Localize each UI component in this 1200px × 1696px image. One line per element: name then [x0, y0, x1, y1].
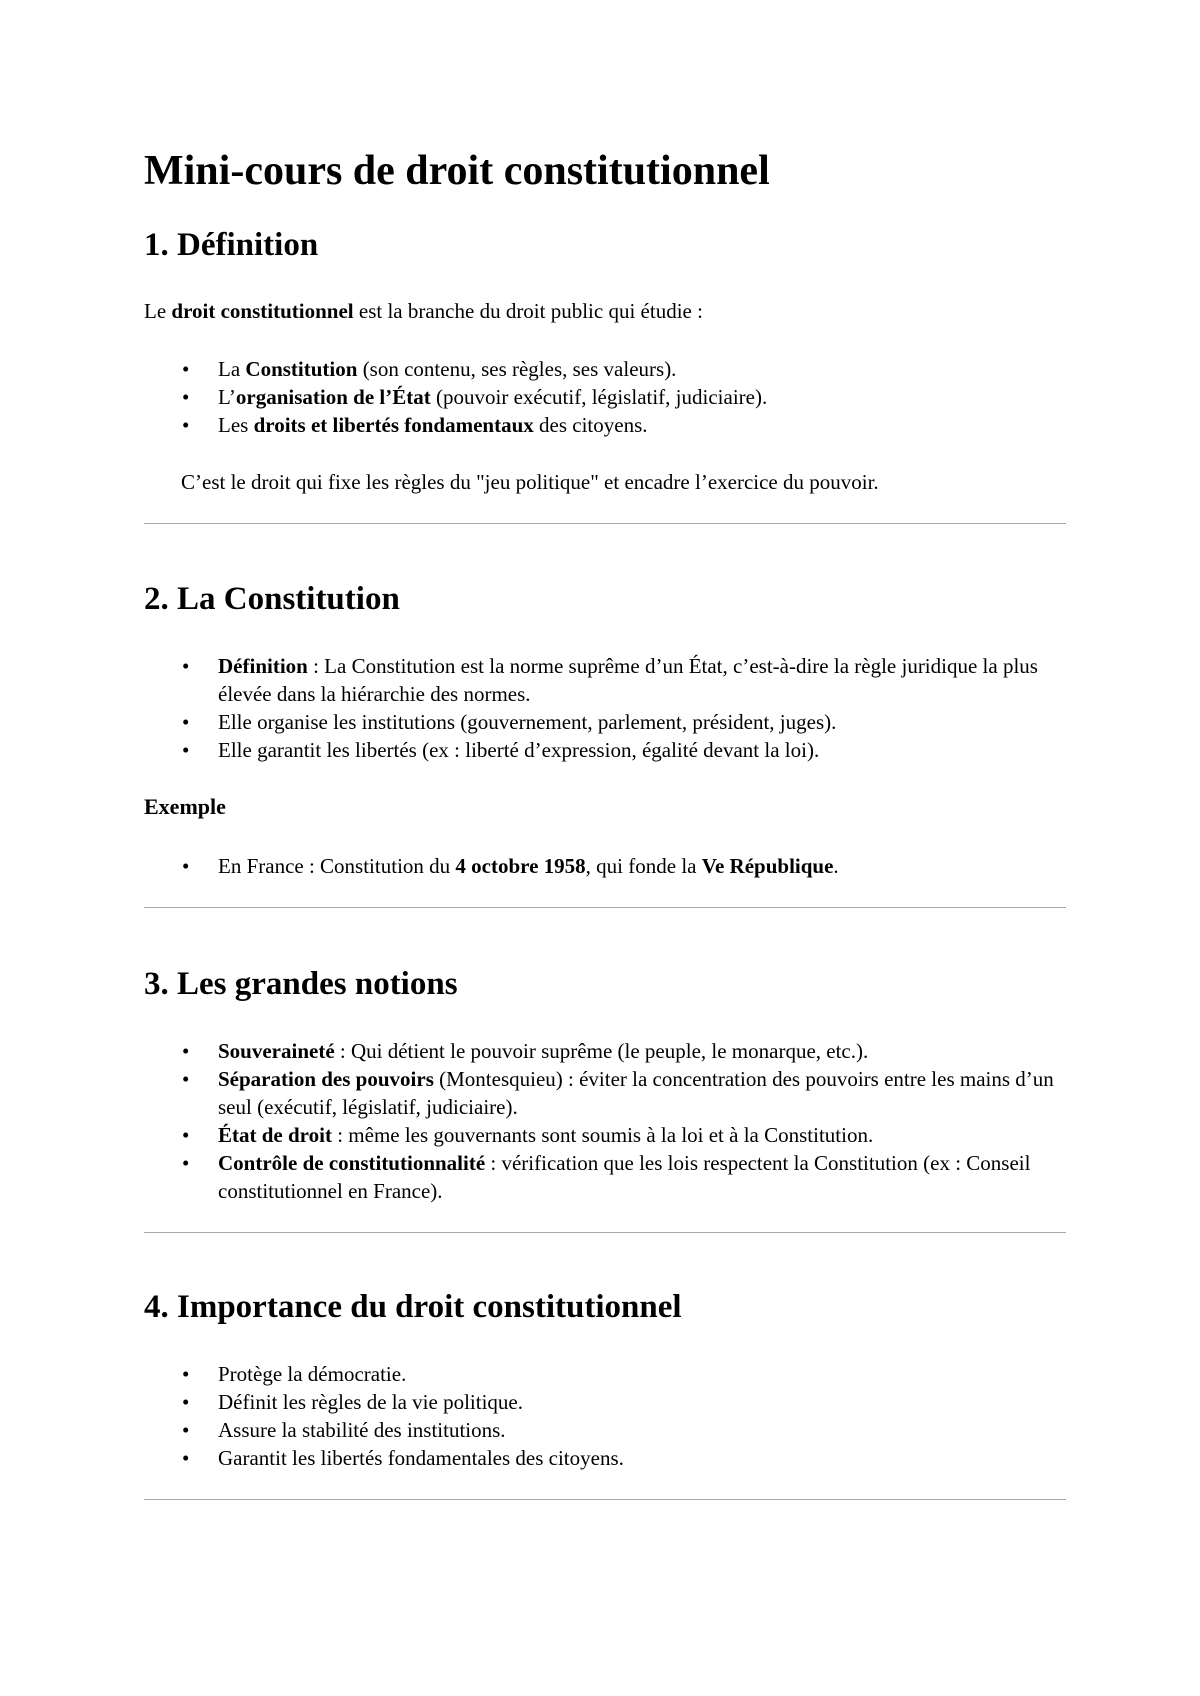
list-item: • L’organisation de l’État (pouvoir exécutif, législatif, judiciaire).: [182, 385, 768, 409]
example-list: [144, 852, 1066, 880]
bullet-icon: •: [182, 654, 190, 678]
bullet-icon: •: [182, 385, 190, 409]
bullet-icon: •: [182, 854, 190, 878]
divider: [144, 523, 1066, 524]
bullet-icon: •: [182, 1151, 190, 1175]
divider: [144, 1232, 1066, 1233]
bullet-icon: •: [182, 1446, 190, 1470]
bullet-icon: •: [182, 738, 190, 762]
list-item: • Contrôle de constitutionnalité : vérification que les lois respectent la Constitution (ex : Conseil constitutionnel en France).: [182, 1151, 1031, 1203]
bullet-icon: •: [182, 710, 190, 734]
list-item: • En France : Constitution du 4 octobre 1958, qui fonde la Ve République.: [182, 854, 839, 878]
section-3-list: [144, 1037, 1066, 1205]
bullet-icon: •: [182, 1418, 190, 1442]
bullet-icon: •: [182, 413, 190, 437]
list-item: • La Constitution (son contenu, ses règles, ses valeurs).: [182, 357, 677, 381]
bullet-icon: •: [182, 1390, 190, 1414]
divider: [144, 907, 1066, 908]
document-title: Mini-cours de droit constitutionnel: [144, 148, 770, 194]
example-heading: Exemple: [144, 794, 226, 819]
section-4-heading: 4. Importance du droit constitutionnel: [144, 1289, 682, 1325]
bullet-icon: •: [182, 1123, 190, 1147]
bullet-icon: •: [182, 357, 190, 381]
bullet-icon: •: [182, 1067, 190, 1091]
divider: [144, 1499, 1066, 1500]
bullet-icon: •: [182, 1362, 190, 1386]
list-item: • Définit les règles de la vie politique.: [182, 1390, 523, 1414]
list-item: • État de droit : même les gouvernants sont soumis à la loi et à la Constitution.: [182, 1123, 874, 1147]
section-1-heading: 1. Définition: [144, 227, 319, 263]
list-item: • Les droits et libertés fondamentaux des citoyens.: [182, 413, 648, 437]
section-1-outro: C’est le droit qui fixe les règles du "jeu politique" et encadre l’exercice du pouvoir.: [181, 470, 879, 494]
section-3-heading: 3. Les grandes notions: [144, 966, 458, 1002]
section-2-list: [144, 652, 1066, 764]
list-item: • Garantit les libertés fondamentales des citoyens.: [182, 1446, 624, 1470]
section-2-heading: 2. La Constitution: [144, 581, 400, 617]
list-item: • Assure la stabilité des institutions.: [182, 1418, 506, 1442]
list-item: • Protège la démocratie.: [182, 1362, 407, 1386]
list-item: • Séparation des pouvoirs (Montesquieu) : éviter la concentration des pouvoirs entre les mains d’un seul (exécutif, législatif, judiciaire).: [182, 1067, 1054, 1119]
bullet-icon: •: [182, 1039, 190, 1063]
list-item: • Définition : La Constitution est la norme suprême d’un État, c’est-à-dire la règle juridique la plus élevée dans la hiérarchie des normes.: [182, 654, 1038, 706]
list-item: • Souveraineté : Qui détient le pouvoir suprême (le peuple, le monarque, etc.).: [182, 1039, 869, 1063]
section-4-list: [144, 1360, 1066, 1472]
section-1-list: [144, 355, 1066, 439]
list-item: • Elle garantit les libertés (ex : liberté d’expression, égalité devant la loi).: [182, 738, 820, 762]
section-1-intro: Le droit constitutionnel est la branche du droit public qui étudie :: [144, 299, 703, 323]
list-item: • Elle organise les institutions (gouvernement, parlement, président, juges).: [182, 710, 837, 734]
